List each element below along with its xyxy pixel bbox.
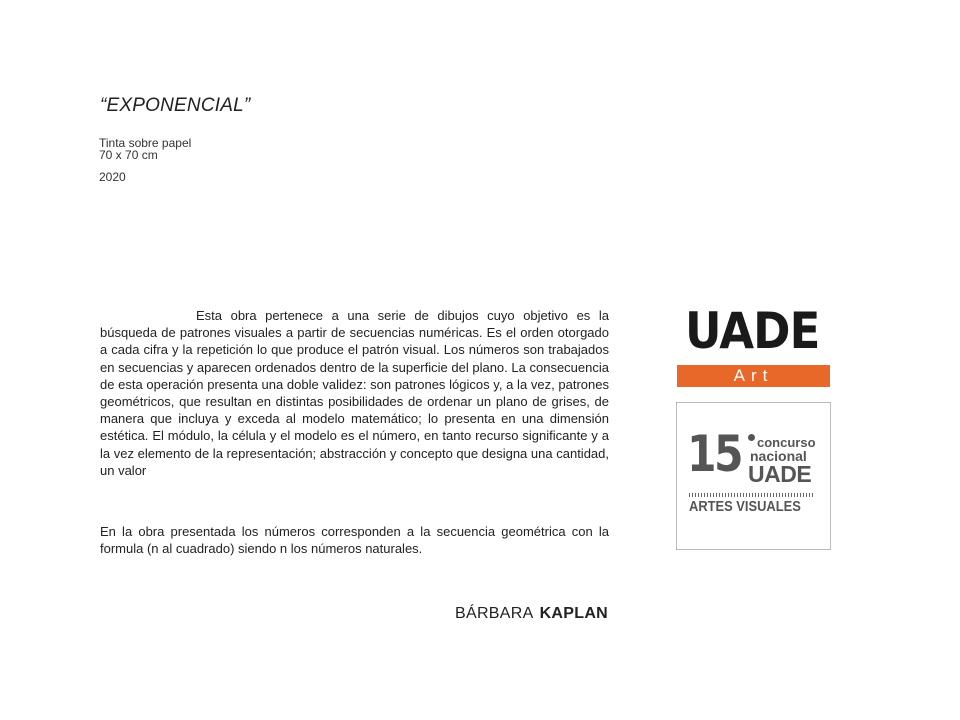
artwork-year: 2020	[99, 170, 126, 184]
description-paragraph-2: En la obra presentada los números corresponden a la secuencia geométrica con la formula (n al cuadrado) siendo n los números naturales.	[100, 524, 609, 557]
concurso-line-4: ARTES VISUALES	[689, 498, 801, 515]
concurso-line-1: concurso	[757, 435, 816, 450]
artwork-technique: Tinta sobre papel	[99, 136, 192, 150]
uade-logo-word: UADE	[685, 302, 820, 360]
artwork-title: “EXPONENCIAL”	[100, 95, 251, 116]
author-last-name: KAPLAN	[539, 605, 609, 622]
description-paragraph-1: Esta obra pertenece a una serie de dibujos cuyo objetivo es la búsqueda de patrones visuales a partir de secuencias numéricas. Es el orden otorgado a cada cifra y la repetición lo que produce el patrón visual. Los números son trabajados en secuencias y aparecen ordenados dentro de la superficie del plano. La consecuencia de esta operación presenta una doble validez: son patrones lógicos y, a la vez, patrones geométricos, que resultan en distintas posibilidades de ordenar un plano de grises, de manera que incluya y exceda al modelo matemático; lo presenta en una dimensión estética. El módulo, la célula y el modelo es el número, en tanto recurso significante y a la vez elemento de la representación; abstracción y concepto que designa una cantidad, un valor	[100, 308, 609, 478]
author-name	[455, 605, 608, 623]
concurso-line-3: UADE	[748, 461, 812, 487]
uade-logo-band: Art	[677, 365, 830, 387]
concurso-number: 15	[687, 425, 742, 483]
concurso-logo	[676, 402, 831, 550]
artwork-dimensions: 70 x 70 cm	[99, 148, 158, 162]
uade-art-logo	[677, 291, 830, 387]
concurso-line-2: nacional	[750, 448, 807, 464]
concurso-divider	[689, 493, 815, 497]
concurso-dot-icon	[748, 434, 755, 441]
author-first-name: BÁRBARA	[455, 605, 534, 622]
